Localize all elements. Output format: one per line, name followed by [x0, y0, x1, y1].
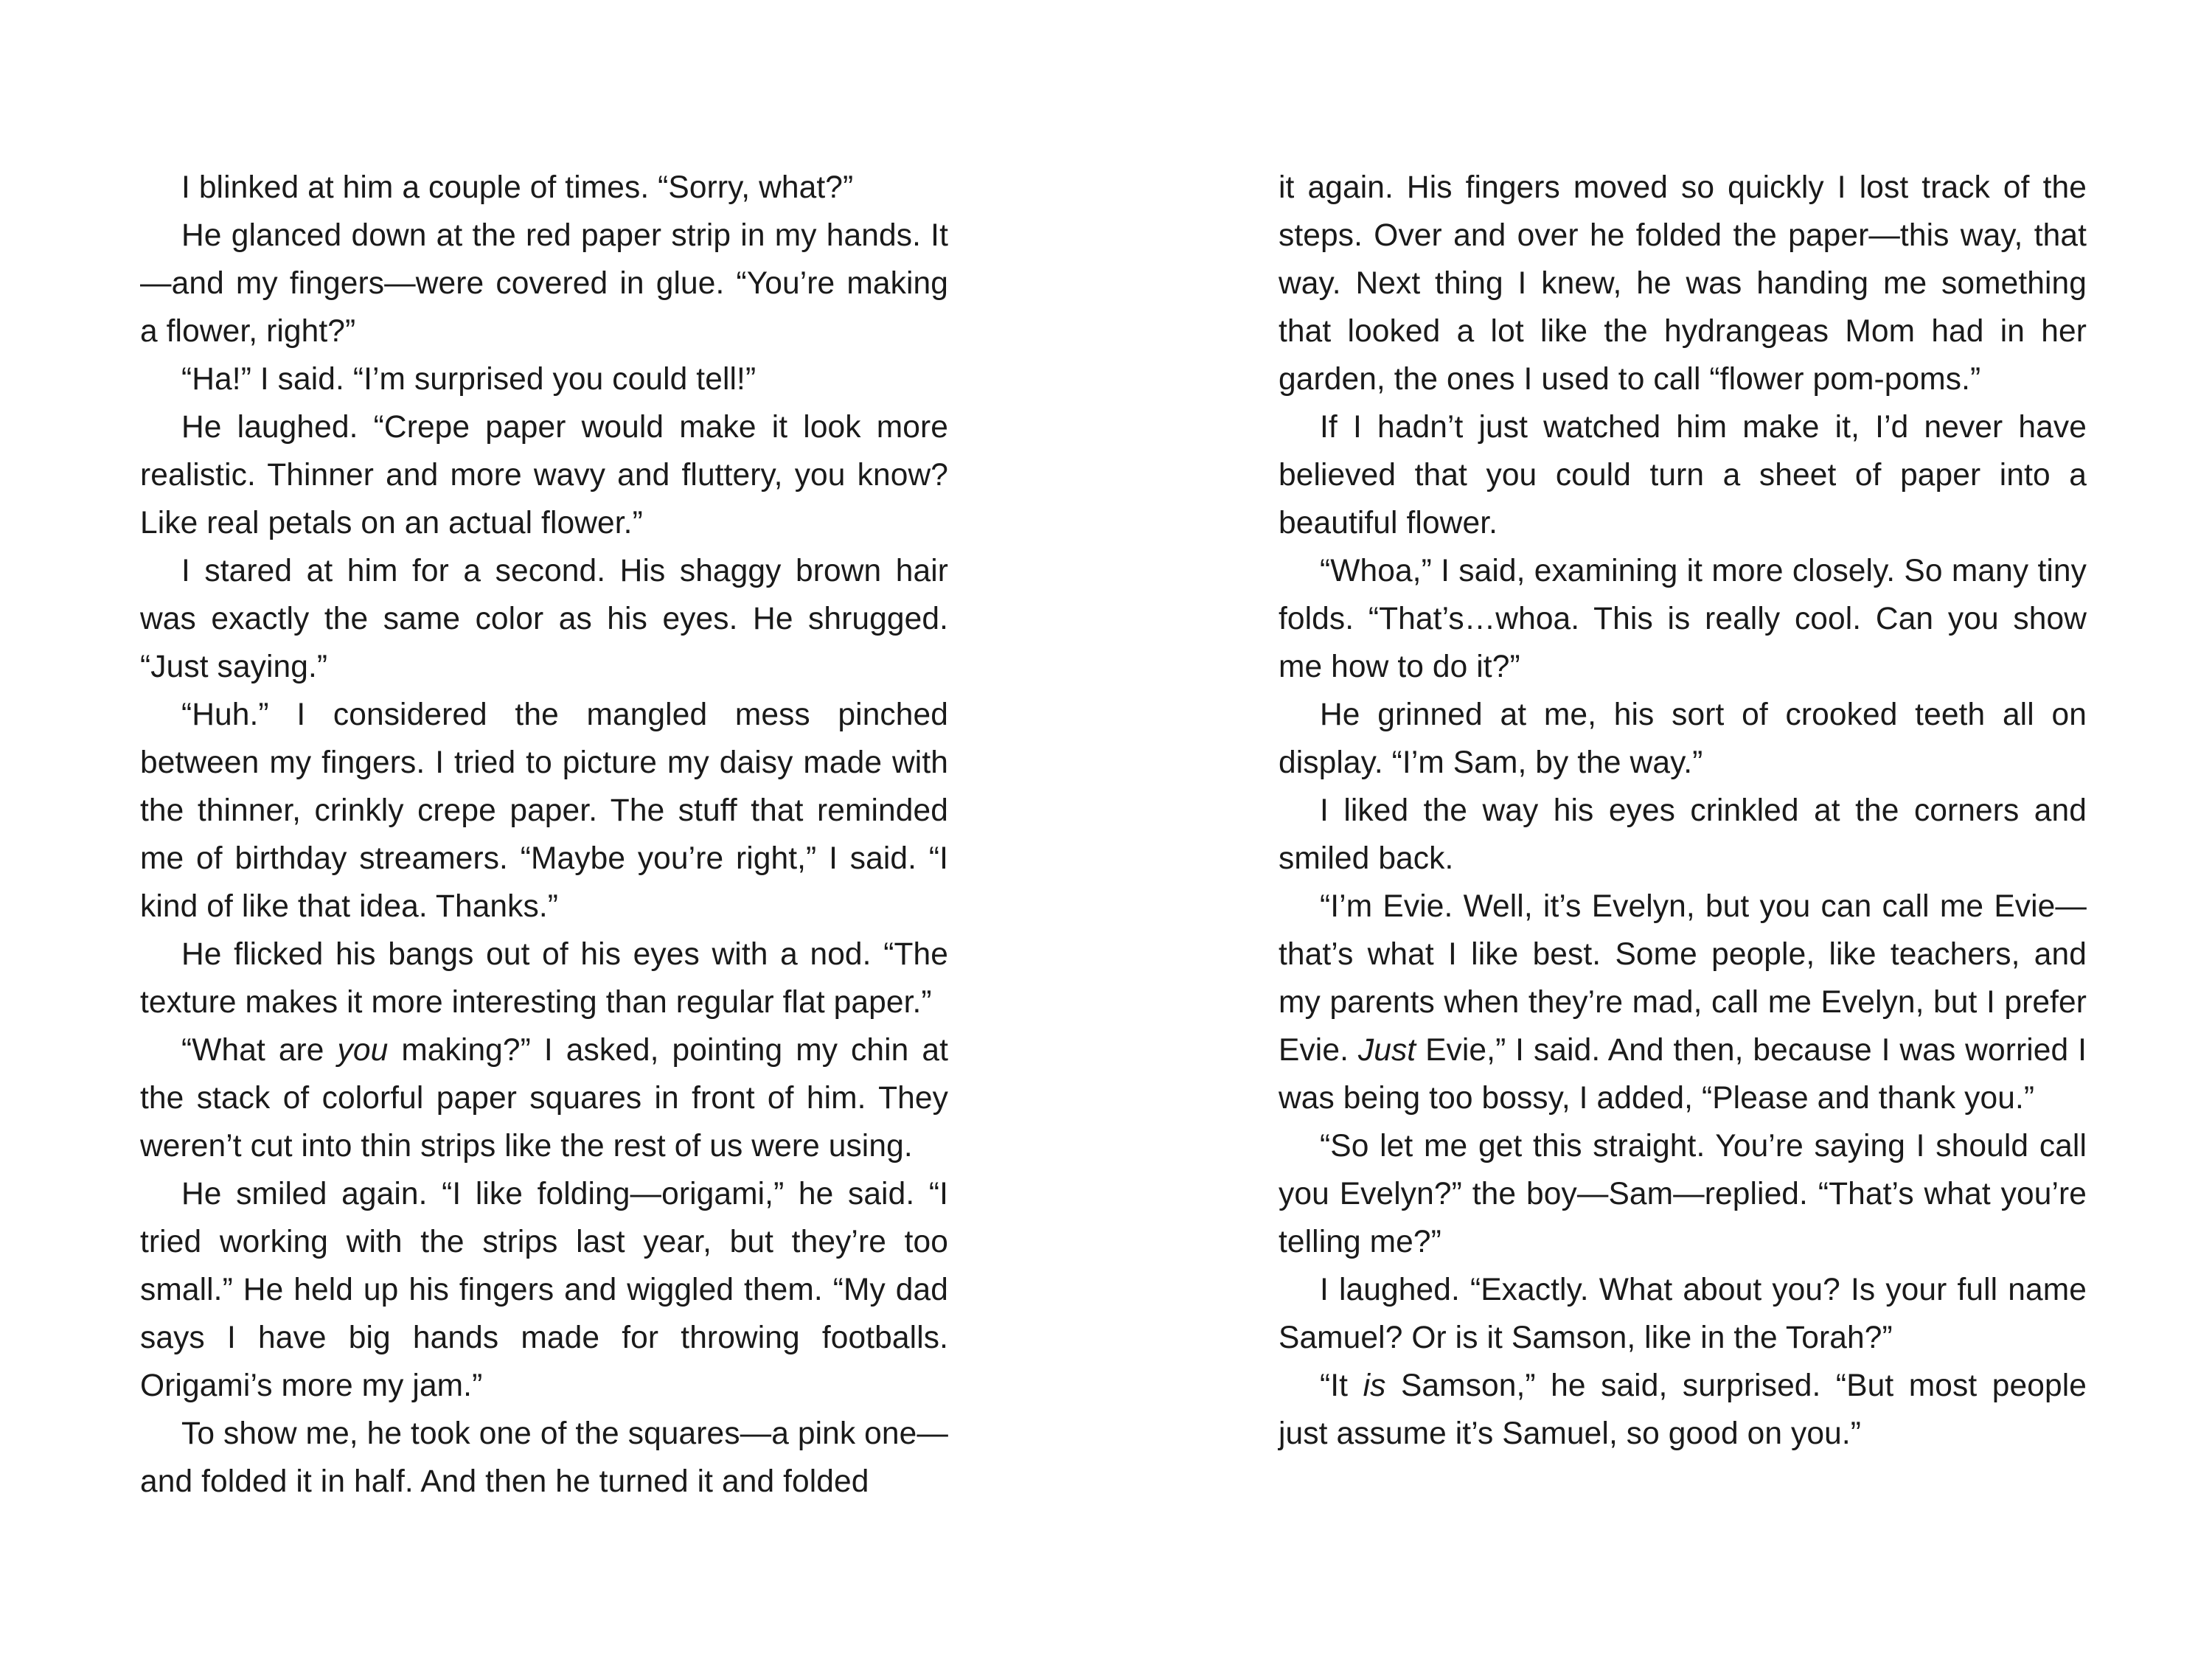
right-page-paragraph — [1279, 403, 2087, 547]
right-page-paragraph — [1279, 1266, 2087, 1362]
left-page-paragraph — [140, 1026, 948, 1170]
paragraph-text: “Huh.” I considered the mangled mess pinched between my fingers. I tried to picture my daisy made with the thinner, crinkly crepe paper. The stuff that reminded me of birthday streamers. “Maybe you’re right,” I said. “I kind of like that idea. Thanks.” — [140, 698, 948, 924]
paragraph-text: He flicked his bangs out of his eyes with a nod. “The texture makes it more interesting than regular flat paper.” — [140, 937, 948, 1020]
left-page-paragraph — [140, 164, 948, 212]
left-page-paragraph — [140, 1170, 948, 1410]
left-page-paragraph — [140, 547, 948, 691]
left-page-paragraph — [140, 212, 948, 355]
emphasized-text: you — [337, 1033, 389, 1068]
paragraph-text: I liked the way his eyes crinkled at the corners and smiled back. — [1279, 793, 2087, 876]
paragraph-text: To show me, he took one of the squares—a pink one—and folded it in half. And then he turned it and folded — [140, 1416, 948, 1499]
paragraph-text: “So let me get this straight. You’re saying I should call you Evelyn?” the boy—Sam—replied. “That’s what you’re telling me?” — [1279, 1129, 2087, 1259]
paragraph-text: I blinked at him a couple of times. “Sorry, what?” — [181, 170, 854, 205]
right-page-paragraph — [1279, 1362, 2087, 1458]
paragraph-text: it again. His fingers moved so quickly I lost track of the steps. Over and over he folded the paper—this way, that way. Next thing I knew, he was handing me something that looked a lot like the hydrangeas Mom had in her garden, the ones I used to call “flower pom-poms.” — [1279, 170, 2087, 397]
paragraph-text: He laughed. “Crepe paper would make it look more realistic. Thinner and more wavy and fluttery, you know? Like real petals on an actual flower.” — [140, 410, 948, 540]
paragraph-text: I stared at him for a second. His shaggy brown hair was exactly the same color as his eyes. He shrugged. “Just saying.” — [140, 554, 948, 684]
paragraph-text: I laughed. “Exactly. What about you? Is your full name Samuel? Or is it Samson, like in the Torah?” — [1279, 1273, 2087, 1355]
left-page-paragraph — [140, 403, 948, 547]
paragraph-text: making?” I asked, pointing my chin at the stack of colorful paper squares in front of him. They weren’t cut into thin strips like the rest of us were using. — [140, 1033, 948, 1164]
paragraph-text: “Whoa,” I said, examining it more closely. So many tiny folds. “That’s…whoa. This is really cool. Can you show me how to do it?” — [1279, 554, 2087, 684]
paragraph-text: He glanced down at the red paper strip in my hands. It—and my fingers—were covered in glue. “You’re making a flower, right?” — [140, 218, 948, 349]
paragraph-text: If I hadn’t just watched him make it, I’d never have believed that you could turn a sheet of paper into a beautiful flower. — [1279, 410, 2087, 540]
left-page-paragraph — [140, 931, 948, 1026]
paragraph-text: “It — [1320, 1368, 1363, 1403]
left-page-paragraph — [140, 355, 948, 403]
paragraph-text: Samson,” he said, surprised. “But most people just assume it’s Samuel, so good on you.” — [1279, 1368, 2087, 1451]
right-page-paragraph — [1279, 1122, 2087, 1266]
right-page-paragraph — [1279, 883, 2087, 1122]
right-page — [1279, 164, 2087, 1458]
right-page-paragraph — [1279, 547, 2087, 691]
right-page-paragraph — [1279, 691, 2087, 787]
paragraph-text: “I’m Evie. Well, it’s Evelyn, but you can call me Evie—that’s what I like best. Some people, like teachers, and my parents when they’re mad, call me Evelyn, but I prefer Evie. — [1279, 889, 2087, 1068]
paragraph-text: He grinned at me, his sort of crooked teeth all on display. “I’m Sam, by the way.” — [1279, 698, 2087, 780]
emphasized-text: is — [1363, 1368, 1386, 1403]
right-page-paragraph — [1279, 787, 2087, 883]
left-page — [140, 164, 948, 1506]
left-page-paragraph — [140, 691, 948, 931]
emphasized-text: Just — [1357, 1033, 1416, 1068]
paragraph-text: He smiled again. “I like folding—origami,” he said. “I tried working with the strips last year, but they’re too small.” He held up his fingers and wiggled them. “My dad says I have big hands made for throwing footballs. Origami’s more my jam.” — [140, 1177, 948, 1403]
left-page-paragraph — [140, 1410, 948, 1506]
right-page-paragraph — [1279, 164, 2087, 403]
paragraph-text: “What are — [181, 1033, 338, 1068]
paragraph-text: “Ha!” I said. “I’m surprised you could tell!” — [181, 362, 757, 397]
paragraph-text: Evie,” I said. And then, because I was worried I was being too bossy, I added, “Please and thank you.” — [1279, 1033, 2087, 1116]
